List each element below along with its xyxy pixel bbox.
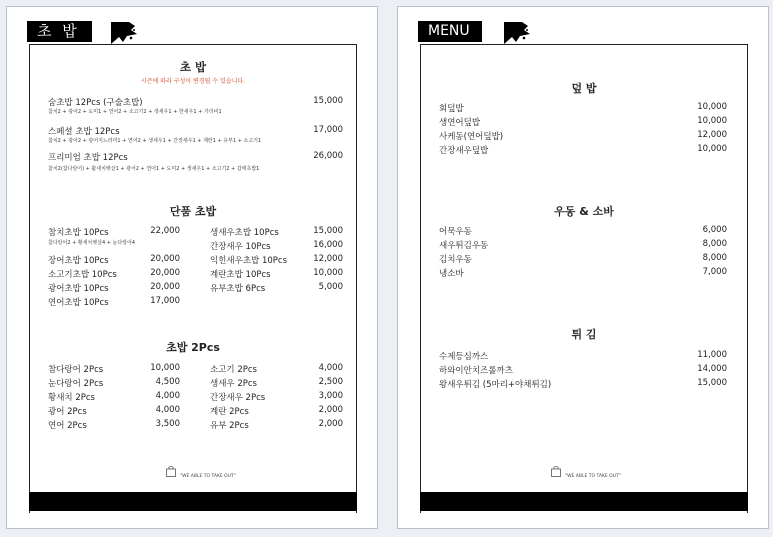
item-name: 계란초밥 10Pcs <box>210 270 271 280</box>
section-title-sushi: 초 밥 <box>179 60 207 74</box>
item-name: 눈다랑어 2Pcs <box>48 379 104 389</box>
takeout-bag-icon <box>551 466 561 477</box>
item-price: 14,000 <box>697 364 727 374</box>
takeout-text: "WE ABLE TO TAKE OUT" <box>180 474 236 479</box>
item-name: 하와이안치즈롤까츠 <box>439 366 513 376</box>
item-name: 회덮밥 <box>439 104 464 114</box>
item-price: 10,000 <box>697 144 727 154</box>
item-name: 연어 2Pcs <box>48 421 87 431</box>
item-price: 3,000 <box>318 391 343 401</box>
item-name: 스페셜 초밥 12Pcs <box>48 127 120 137</box>
item-name: 간장새우덮밥 <box>439 146 489 156</box>
item-name: 새우튀김우동 <box>439 241 489 251</box>
item-name: 숨초밥 12Pcs (구술초밥) <box>48 98 143 108</box>
menu-frame <box>420 44 748 513</box>
item-price: 20,000 <box>150 282 180 292</box>
footer-bar <box>29 492 357 511</box>
item-name: 냉소바 <box>439 269 464 279</box>
menu-frame <box>29 44 357 513</box>
item-name: 프리미엄 초밥 12Pcs <box>48 153 128 163</box>
item-name: 계란 2Pcs <box>210 407 249 417</box>
page-tab-label: 초 밥 <box>27 21 92 42</box>
item-name: 연어초밥 10Pcs <box>48 298 109 308</box>
item-name: 김치우동 <box>439 255 472 265</box>
item-description: 참치2 + 광어2 + 도미1 + 연어2 + 소고기2 + 생새우1 + 한새우1 + 가리비1 <box>48 109 222 115</box>
item-price: 7,000 <box>702 267 727 277</box>
item-name: 익힌새우초밥 10Pcs <box>210 256 288 266</box>
item-price: 3,500 <box>155 419 180 429</box>
item-price: 6,000 <box>702 225 727 235</box>
item-name: 생연어덮밥 <box>439 118 481 128</box>
item-name: 간장새우 10Pcs <box>210 242 271 252</box>
item-price: 8,000 <box>702 253 727 263</box>
item-price: 5,000 <box>318 282 343 292</box>
item-price: 10,000 <box>313 268 343 278</box>
takeout-text: "WE ABLE TO TAKE OUT" <box>565 474 621 479</box>
item-price: 17,000 <box>150 296 180 306</box>
item-price: 4,000 <box>318 363 343 373</box>
item-name: 소고기 2Pcs <box>210 365 257 375</box>
item-name: 유부 2Pcs <box>210 421 249 431</box>
menu-page-sushi <box>6 6 378 529</box>
item-price: 16,000 <box>313 240 343 250</box>
item-price: 11,000 <box>697 350 727 360</box>
item-name: 광어초밥 10Pcs <box>48 284 109 294</box>
item-description: 참다랑어2 + 황새치뱃살4 + 눈다랑어4 <box>48 240 136 246</box>
item-price: 15,000 <box>697 378 727 388</box>
footer-bar <box>420 492 748 511</box>
section-title-rice: 덮 밥 <box>571 82 597 95</box>
item-price: 8,000 <box>702 239 727 249</box>
item-price: 12,000 <box>697 130 727 140</box>
item-price: 2,000 <box>318 419 343 429</box>
item-name: 참치초밥 10Pcs <box>48 228 109 238</box>
item-name: 소고기초밥 10Pcs <box>48 270 117 280</box>
item-price: 2,500 <box>318 377 343 387</box>
item-price: 10,000 <box>150 363 180 373</box>
menu-page-main <box>397 6 769 529</box>
item-price: 4,500 <box>155 377 180 387</box>
item-name: 생새우 2Pcs <box>210 379 257 389</box>
item-name: 왕새우튀김 (5마리+야채튀김) <box>439 380 552 390</box>
section-title-single: 단품 초밥 <box>169 205 217 218</box>
item-name: 생새우초밥 10Pcs <box>210 228 279 238</box>
brush-decoration-icon <box>504 22 530 44</box>
item-name: 사케동(연어덮밥) <box>439 132 504 142</box>
item-name: 간장새우 2Pcs <box>210 393 266 403</box>
item-price: 17,000 <box>313 125 343 135</box>
item-name: 유부초밥 6Pcs <box>210 284 266 294</box>
season-notice: 시즌에 따라 구성이 변경될 수 있습니다. <box>140 78 246 85</box>
item-name: 장어초밥 10Pcs <box>48 256 109 266</box>
section-title-fried: 튀 김 <box>571 328 597 341</box>
item-description: 참치2 + 광어2 + 광어지느러미1 + 연어2 + 생새우1 + 간장새우1 + 계란1 + 유부1 + 소고기1 <box>48 138 262 144</box>
item-price: 15,000 <box>313 96 343 106</box>
item-price: 12,000 <box>313 254 343 264</box>
item-name: 광어 2Pcs <box>48 407 87 417</box>
brush-decoration-icon <box>111 22 137 44</box>
takeout-bag-icon <box>166 466 176 477</box>
item-price: 4,000 <box>155 391 180 401</box>
item-name: 황새치 2Pcs <box>48 393 95 403</box>
item-price: 2,000 <box>318 405 343 415</box>
item-price: 20,000 <box>150 254 180 264</box>
item-price: 10,000 <box>697 102 727 112</box>
section-title-noodle: 우동 & 소바 <box>554 205 614 218</box>
item-price: 4,000 <box>155 405 180 415</box>
item-price: 26,000 <box>313 151 343 161</box>
item-price: 10,000 <box>697 116 727 126</box>
item-price: 22,000 <box>150 226 180 236</box>
page-tab-label: MENU <box>418 21 482 42</box>
item-name: 참다랑어 2Pcs <box>48 365 104 375</box>
item-name: 어묵우동 <box>439 227 472 237</box>
section-title-two-pcs: 초밥 2Pcs <box>166 341 220 354</box>
item-name: 수제등심까스 <box>439 352 489 362</box>
item-price: 20,000 <box>150 268 180 278</box>
item-description: 참치2(참다랑어) + 활새치뱃살1 + 광어2 + 연어1 + 도미2 + 생새우1 + 소고기2 + 갑태초밥1 <box>48 166 260 172</box>
item-price: 15,000 <box>313 226 343 236</box>
